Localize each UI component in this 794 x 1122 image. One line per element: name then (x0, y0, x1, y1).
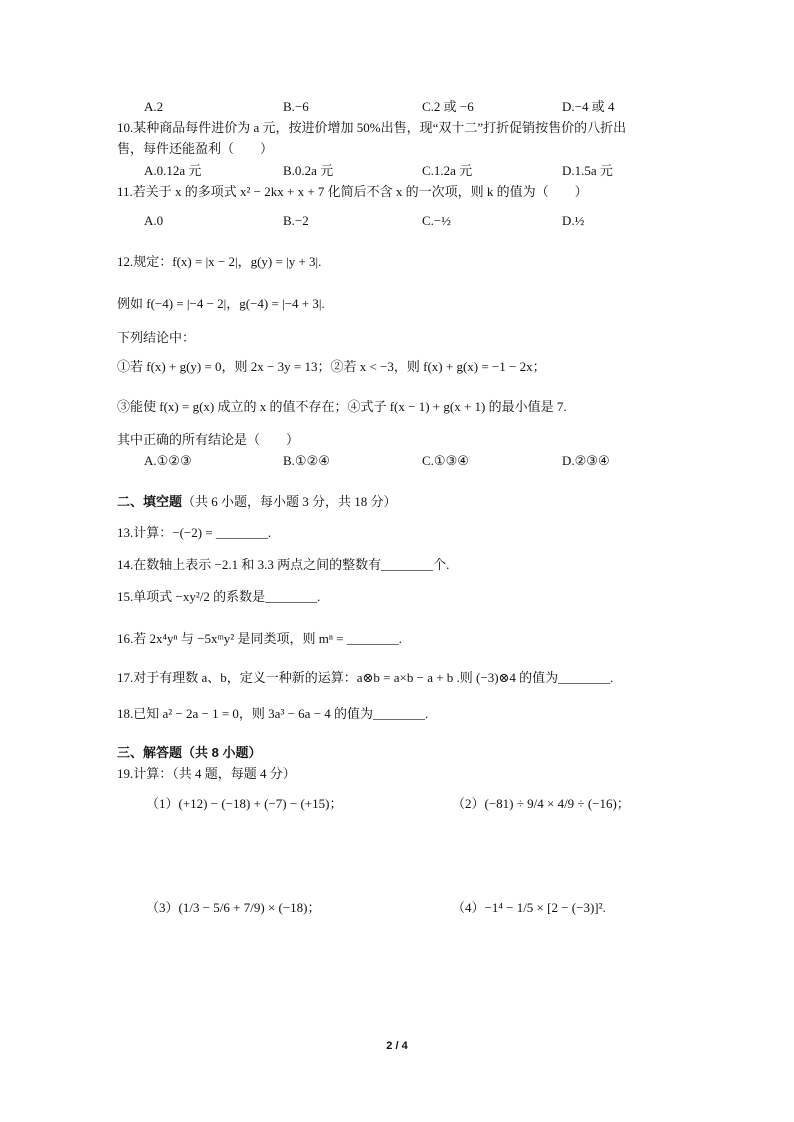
q10-stem-line2: 售，每件还能盈利（ ） (117, 141, 274, 156)
q17: 17.对于有理数 a、b，定义一种新的运算：a⊗b = a×b − a + b .则 (−3)⊗4 的值为________. (117, 670, 614, 685)
q12-conclusions-1-2: ①若 f(x) + g(y) = 0，则 2x − 3y = 13；②若 x < −3，则 f(x) + g(x) = −1 − 2x； (117, 359, 546, 374)
q12-option-d: D.②③④ (562, 453, 610, 468)
q16: 16.若 2x⁴yⁿ 与 −5xᵐy² 是同类项，则 mⁿ = ________. (117, 631, 402, 646)
q9-option-d: D.−4 或 4 (562, 99, 615, 114)
q12-example: 例如 f(−4) = |−4 − 2|，g(−4) = |−4 + 3|. (117, 296, 325, 311)
q9-option-b: B.−6 (283, 99, 309, 114)
section-2-heading (117, 494, 397, 510)
q12-question: 其中正确的所有结论是（ ） (117, 432, 300, 447)
q10-option-c: C.1.2a 元 (422, 163, 473, 178)
q19-stem: 19.计算：（共 4 题，每题 4 分） (117, 766, 296, 781)
q19-part-3: （3）(1/3 − 5/6 + 7/9) × (−18)； (146, 900, 321, 915)
q19-part-2: （2）(−81) ÷ 9/4 × 4/9 ÷ (−16)； (452, 796, 630, 811)
q10-option-a: A.0.12a 元 (144, 163, 202, 178)
q14: 14.在数轴上表示 −2.1 和 3.3 两点之间的整数有________个. (117, 557, 450, 572)
q10-option-b: B.0.2a 元 (283, 163, 334, 178)
q12-definition: 12.规定：f(x) = |x − 2|，g(y) = |y + 3|. (117, 254, 322, 269)
q11-option-b: B.−2 (283, 213, 309, 228)
q19-part-1: （1）(+12) − (−18) + (−7) − (+15)； (146, 796, 343, 811)
q19-part-4: （4）−1⁴ − 1/5 × [2 − (−3)]². (452, 900, 606, 915)
section-2-note: （共 6 小题，每小题 3 分，共 18 分） (182, 494, 397, 509)
q15: 15.单项式 −xy²/2 的系数是________. (117, 589, 321, 604)
q13: 13.计算：−(−2) = ________. (117, 525, 272, 540)
q12-conclusions-3-4: ③能使 f(x) = g(x) 成立的 x 的值不存在；④式子 f(x − 1) + g(x + 1) 的最小值是 7. (117, 399, 567, 414)
q11-option-c: C.−½ (422, 213, 452, 228)
q10-stem-line1: 10.某种商品每件进价为 a 元，按进价增加 50%出售，现“双十二”打折促销按售价的八折出 (117, 120, 627, 135)
q9-option-c: C.2 或 −6 (422, 99, 474, 114)
q12-option-a: A.①②③ (144, 453, 192, 468)
q10-option-d: D.1.5a 元 (562, 163, 613, 178)
q11-option-a: A.0 (144, 213, 164, 228)
page-number: 2 / 4 (386, 1040, 408, 1052)
q12-intro: 下列结论中： (117, 330, 196, 345)
q12-option-b: B.①②④ (283, 453, 330, 468)
q12-option-c: C.①③④ (422, 453, 469, 468)
q11-option-d: D.½ (562, 213, 585, 228)
q18: 18.已知 a² − 2a − 1 = 0，则 3a³ − 6a − 4 的值为________. (117, 706, 429, 721)
q9-option-a: A.2 (144, 99, 164, 114)
section-2-title: 二、填空题 (117, 494, 183, 509)
q11-stem: 11.若关于 x 的多项式 x² − 2kx + x + 7 化简后不含 x 的一次项，则 k 的值为（ ） (117, 184, 588, 199)
section-3-title: 三、解答题（共 8 小题） (117, 745, 262, 760)
